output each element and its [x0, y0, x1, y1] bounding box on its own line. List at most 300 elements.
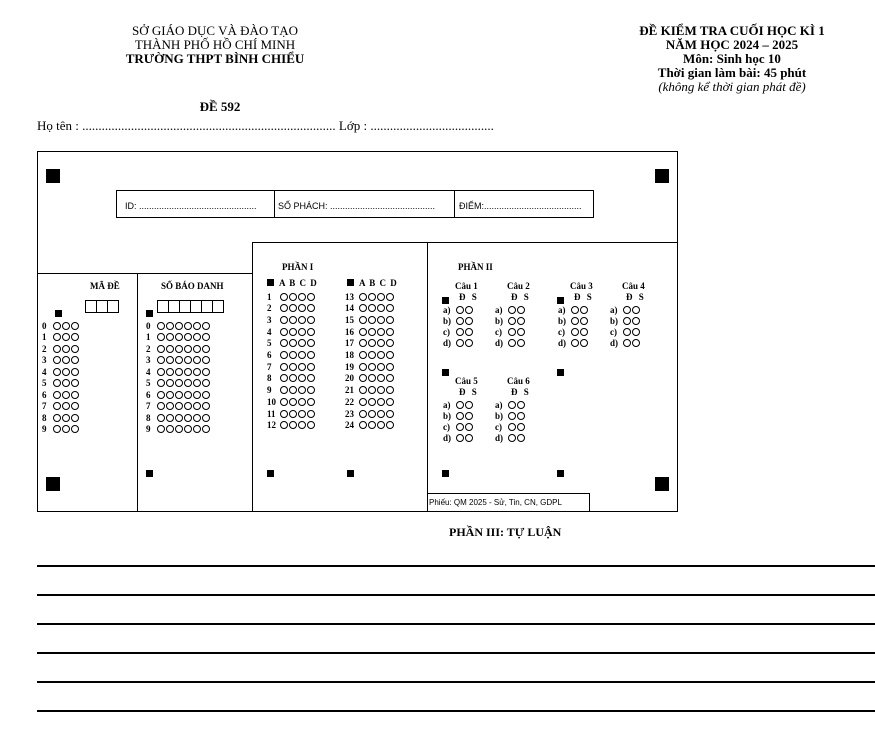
bubble[interactable] [368, 363, 376, 371]
bubble[interactable] [368, 410, 376, 418]
bubble[interactable] [456, 423, 464, 431]
bubble[interactable] [184, 356, 192, 364]
ma-de-row [42, 320, 80, 331]
bubble[interactable] [632, 317, 640, 325]
bubble[interactable] [632, 306, 640, 314]
bubble[interactable] [71, 322, 79, 330]
bubble[interactable] [368, 386, 376, 394]
bubble[interactable] [289, 363, 297, 371]
bubble[interactable] [184, 402, 192, 410]
bubble[interactable] [517, 423, 525, 431]
bubble[interactable] [359, 421, 367, 429]
bubble[interactable] [456, 412, 464, 420]
bubble[interactable] [359, 293, 367, 301]
bubble[interactable] [71, 345, 79, 353]
phan2-row [443, 433, 474, 444]
bubble[interactable] [289, 293, 297, 301]
bubble[interactable] [571, 339, 579, 347]
bubble[interactable] [53, 333, 61, 341]
bubble[interactable] [166, 345, 174, 353]
bubble[interactable] [62, 391, 70, 399]
bubble[interactable] [289, 339, 297, 347]
bubble[interactable] [465, 339, 473, 347]
row-label: b) [495, 410, 504, 421]
bubble[interactable] [193, 379, 201, 387]
bubble[interactable] [193, 402, 201, 410]
ma-de-row [42, 332, 80, 343]
bubble[interactable] [508, 412, 516, 420]
bubble[interactable] [517, 306, 525, 314]
bubble[interactable] [193, 356, 201, 364]
bubble[interactable] [307, 316, 315, 324]
bubble[interactable] [184, 379, 192, 387]
bubble[interactable] [377, 351, 385, 359]
bubble[interactable] [184, 391, 192, 399]
bubble[interactable] [632, 328, 640, 336]
bubble[interactable] [53, 425, 61, 433]
bubble[interactable] [202, 425, 210, 433]
bubble[interactable] [289, 398, 297, 406]
cau-title: Câu 5 [455, 376, 478, 386]
bubble[interactable] [175, 425, 183, 433]
bubble[interactable] [298, 410, 306, 418]
bubble[interactable] [368, 421, 376, 429]
bubble[interactable] [377, 374, 385, 382]
dept-name: SỞ GIÁO DỤC VÀ ĐÀO TẠO [132, 23, 298, 38]
bubble[interactable] [71, 333, 79, 341]
row-label: d) [443, 433, 452, 444]
bubble[interactable] [175, 402, 183, 410]
bubble[interactable] [53, 414, 61, 422]
ma-de-row [42, 401, 80, 412]
row-label: 1 [42, 332, 47, 342]
bubble[interactable] [517, 412, 525, 420]
bubble[interactable] [175, 379, 183, 387]
bubble[interactable] [193, 425, 201, 433]
bubble[interactable] [53, 345, 61, 353]
bubble[interactable] [386, 374, 394, 382]
bubble[interactable] [157, 402, 165, 410]
bubble[interactable] [280, 304, 288, 312]
bubble[interactable] [517, 339, 525, 347]
row-label: a) [610, 304, 618, 315]
bubble[interactable] [157, 368, 165, 376]
name-field[interactable]: Họ tên : .............................................................................. [37, 118, 336, 133]
bubble[interactable] [377, 304, 385, 312]
bubble[interactable] [184, 345, 192, 353]
bubble[interactable] [465, 423, 473, 431]
bubble[interactable] [166, 425, 174, 433]
bubble[interactable] [386, 421, 394, 429]
bubble[interactable] [71, 356, 79, 364]
bubble[interactable] [289, 374, 297, 382]
bubble[interactable] [166, 391, 174, 399]
row-label: d) [610, 338, 619, 349]
bubble[interactable] [359, 339, 367, 347]
bubble[interactable] [368, 339, 376, 347]
bubble[interactable] [289, 351, 297, 359]
bubble[interactable] [307, 293, 315, 301]
bubble[interactable] [62, 414, 70, 422]
bubble[interactable] [280, 316, 288, 324]
writing-line[interactable] [37, 594, 875, 596]
bubble[interactable] [386, 351, 394, 359]
row-label: a) [495, 304, 503, 315]
id-field[interactable]: ID: ............................................... [125, 201, 257, 211]
bubble[interactable] [386, 339, 394, 347]
bubble[interactable] [377, 363, 385, 371]
bubble[interactable] [184, 414, 192, 422]
bubble[interactable] [377, 328, 385, 336]
bubble[interactable] [517, 317, 525, 325]
bubble[interactable] [193, 333, 201, 341]
bubble[interactable] [193, 391, 201, 399]
row-label: 1 [146, 332, 151, 342]
bubble[interactable] [202, 333, 210, 341]
bubble[interactable] [175, 356, 183, 364]
bubble[interactable] [571, 317, 579, 325]
bubble[interactable] [71, 402, 79, 410]
bubble[interactable] [157, 333, 165, 341]
bubble[interactable] [157, 356, 165, 364]
bubble[interactable] [386, 398, 394, 406]
bubble[interactable] [193, 345, 201, 353]
bubble[interactable] [298, 363, 306, 371]
row-label: 5 [267, 338, 272, 349]
bubble[interactable] [298, 351, 306, 359]
phan1-row [345, 396, 395, 407]
bubble[interactable] [157, 322, 165, 330]
bubble[interactable] [298, 398, 306, 406]
bubble[interactable] [280, 398, 288, 406]
row-label: c) [610, 327, 617, 338]
writing-line[interactable] [37, 623, 875, 625]
bubble[interactable] [465, 434, 473, 442]
bubble[interactable] [202, 391, 210, 399]
bubble[interactable] [62, 356, 70, 364]
bubble[interactable] [298, 386, 306, 394]
bubble[interactable] [465, 328, 473, 336]
row-label: 0 [146, 320, 151, 331]
bubble[interactable] [298, 374, 306, 382]
bubble[interactable] [508, 339, 516, 347]
bubble[interactable] [368, 374, 376, 382]
row-label: b) [495, 315, 504, 326]
bubble[interactable] [298, 304, 306, 312]
bubble[interactable] [465, 401, 473, 409]
bubble[interactable] [62, 345, 70, 353]
bubble[interactable] [456, 401, 464, 409]
bubble[interactable] [456, 434, 464, 442]
corner-mark [655, 169, 669, 183]
bubble[interactable] [62, 368, 70, 376]
bubble[interactable] [53, 402, 61, 410]
bubble[interactable] [508, 434, 516, 442]
bubble[interactable] [580, 306, 588, 314]
bubble[interactable] [202, 402, 210, 410]
bubble[interactable] [298, 293, 306, 301]
bubble[interactable] [202, 322, 210, 330]
bubble[interactable] [307, 328, 315, 336]
bubble[interactable] [307, 398, 315, 406]
bubble[interactable] [307, 386, 315, 394]
bubble[interactable] [377, 386, 385, 394]
bubble[interactable] [157, 425, 165, 433]
bubble[interactable] [377, 398, 385, 406]
bubble[interactable] [280, 339, 288, 347]
row-label: 21 [345, 385, 354, 396]
sbd-boxes [157, 300, 223, 313]
bubble[interactable] [184, 322, 192, 330]
bubble[interactable] [386, 410, 394, 418]
row-label: a) [443, 399, 451, 410]
row-label: a) [443, 304, 451, 315]
bubble[interactable] [386, 386, 394, 394]
phan2-row [558, 304, 589, 315]
row-label: 3 [146, 355, 151, 365]
phan2-row [558, 315, 589, 326]
ds-header: Đ S [459, 292, 477, 302]
bubble[interactable] [53, 391, 61, 399]
phan1-row [267, 350, 316, 361]
bubble[interactable] [386, 363, 394, 371]
bubble[interactable] [456, 317, 464, 325]
bubble[interactable] [53, 368, 61, 376]
phan1-row [267, 303, 316, 314]
bubble[interactable] [571, 306, 579, 314]
bubble[interactable] [377, 339, 385, 347]
bubble[interactable] [377, 316, 385, 324]
phan1-row [267, 291, 316, 302]
bubble[interactable] [368, 316, 376, 324]
row-label: 2 [267, 303, 272, 314]
bubble[interactable] [368, 328, 376, 336]
phan2-row [443, 338, 474, 349]
ma-de-row [42, 389, 80, 400]
bubble[interactable] [157, 391, 165, 399]
phan2-row [495, 410, 526, 421]
bubble[interactable] [368, 351, 376, 359]
bubble[interactable] [62, 333, 70, 341]
bubble[interactable] [53, 356, 61, 364]
bubble[interactable] [166, 356, 174, 364]
bubble[interactable] [280, 363, 288, 371]
bubble[interactable] [157, 414, 165, 422]
diem-field[interactable]: ĐIỂM:....................................... [459, 201, 582, 211]
bubble[interactable] [517, 328, 525, 336]
bubble[interactable] [62, 402, 70, 410]
bubble[interactable] [359, 398, 367, 406]
corner-mark [46, 169, 60, 183]
bubble[interactable] [71, 368, 79, 376]
bubble[interactable] [623, 328, 631, 336]
bubble[interactable] [175, 391, 183, 399]
bubble[interactable] [359, 316, 367, 324]
bubble[interactable] [508, 423, 516, 431]
sbd-row [146, 378, 211, 389]
bubble[interactable] [71, 425, 79, 433]
bubble[interactable] [289, 304, 297, 312]
bubble[interactable] [307, 374, 315, 382]
bubble[interactable] [289, 410, 297, 418]
bubble[interactable] [359, 410, 367, 418]
bubble[interactable] [298, 328, 306, 336]
bubble[interactable] [368, 398, 376, 406]
bubble[interactable] [202, 345, 210, 353]
bubble[interactable] [368, 304, 376, 312]
bubble[interactable] [307, 421, 315, 429]
bubble[interactable] [580, 317, 588, 325]
bubble[interactable] [166, 402, 174, 410]
bubble[interactable] [202, 368, 210, 376]
bubble[interactable] [175, 322, 183, 330]
bubble[interactable] [623, 317, 631, 325]
bubble[interactable] [280, 351, 288, 359]
bubble[interactable] [377, 410, 385, 418]
bubble[interactable] [571, 328, 579, 336]
bubble[interactable] [307, 410, 315, 418]
row-label: 5 [42, 378, 47, 388]
bubble[interactable] [359, 304, 367, 312]
row-label: a) [495, 399, 503, 410]
bubble[interactable] [517, 434, 525, 442]
writing-line[interactable] [37, 565, 875, 567]
row-label: 7 [146, 401, 151, 411]
bubble[interactable] [307, 304, 315, 312]
writing-line[interactable] [37, 652, 875, 654]
abcd-header-left: A B C D [279, 278, 318, 288]
header-right [612, 24, 852, 94]
bubble[interactable] [359, 363, 367, 371]
writing-line[interactable] [37, 710, 875, 712]
bubble[interactable] [508, 317, 516, 325]
bubble[interactable] [62, 322, 70, 330]
cau-title: Câu 3 [570, 281, 593, 291]
bubble[interactable] [184, 425, 192, 433]
bubble[interactable] [157, 379, 165, 387]
bubble[interactable] [280, 293, 288, 301]
bubble[interactable] [465, 412, 473, 420]
bubble[interactable] [465, 317, 473, 325]
phan1-row [345, 338, 395, 349]
bubble[interactable] [202, 414, 210, 422]
bubble[interactable] [53, 379, 61, 387]
class-field[interactable]: Lớp : ...................................... [338, 118, 494, 133]
bubble[interactable] [280, 421, 288, 429]
bubble[interactable] [508, 306, 516, 314]
bubble[interactable] [359, 351, 367, 359]
bubble[interactable] [359, 386, 367, 394]
bubble[interactable] [465, 306, 473, 314]
phan1-row [267, 408, 316, 419]
row-label: 8 [267, 373, 272, 384]
bubble[interactable] [71, 391, 79, 399]
bubble[interactable] [166, 368, 174, 376]
bubble[interactable] [298, 421, 306, 429]
bubble[interactable] [377, 293, 385, 301]
bubble[interactable] [62, 379, 70, 387]
row-label: 16 [345, 326, 354, 337]
bubble[interactable] [166, 414, 174, 422]
bubble[interactable] [280, 410, 288, 418]
bubble[interactable] [508, 401, 516, 409]
bubble[interactable] [307, 339, 315, 347]
bubble[interactable] [517, 401, 525, 409]
bubble[interactable] [623, 306, 631, 314]
bubble[interactable] [632, 339, 640, 347]
bubble[interactable] [280, 386, 288, 394]
bubble[interactable] [307, 351, 315, 359]
bubble[interactable] [377, 421, 385, 429]
bubble[interactable] [202, 379, 210, 387]
bubble[interactable] [184, 333, 192, 341]
bubble[interactable] [62, 425, 70, 433]
bubble[interactable] [184, 368, 192, 376]
bubble[interactable] [580, 339, 588, 347]
bubble[interactable] [166, 379, 174, 387]
bubble[interactable] [456, 339, 464, 347]
bubble[interactable] [193, 368, 201, 376]
bubble[interactable] [175, 368, 183, 376]
bubble[interactable] [289, 328, 297, 336]
sheet-footer: Phiếu: QM 2025 - Sử, Tin, CN, GDPL [427, 493, 590, 511]
bubble[interactable] [53, 322, 61, 330]
bubble[interactable] [289, 316, 297, 324]
bubble[interactable] [386, 328, 394, 336]
phan2-row [495, 422, 526, 433]
bubble[interactable] [202, 356, 210, 364]
bubble[interactable] [298, 316, 306, 324]
phan1-row [345, 303, 395, 314]
bubble[interactable] [623, 339, 631, 347]
bubble[interactable] [175, 333, 183, 341]
bubble[interactable] [508, 328, 516, 336]
bubble[interactable] [280, 328, 288, 336]
bubble[interactable] [580, 328, 588, 336]
row-label: 6 [42, 389, 47, 400]
bubble[interactable] [289, 386, 297, 394]
bubble[interactable] [166, 322, 174, 330]
bubble[interactable] [307, 363, 315, 371]
city-name: THÀNH PHỐ HỒ CHÍ MINH [134, 37, 296, 52]
writing-line[interactable] [37, 681, 875, 683]
row-label: 12 [267, 420, 276, 431]
bubble[interactable] [157, 345, 165, 353]
cau-title: Câu 2 [507, 281, 530, 291]
ds-header: Đ S [626, 292, 644, 302]
bubble[interactable] [71, 379, 79, 387]
bubble[interactable] [166, 333, 174, 341]
sophach-field[interactable]: SỐ PHÁCH: .......................................... [278, 201, 436, 211]
bubble[interactable] [386, 293, 394, 301]
bubble[interactable] [359, 374, 367, 382]
bubble[interactable] [71, 414, 79, 422]
row-label: 7 [42, 401, 47, 411]
bubble[interactable] [456, 306, 464, 314]
bubble[interactable] [298, 339, 306, 347]
bubble[interactable] [193, 414, 201, 422]
bubble[interactable] [359, 328, 367, 336]
bubble[interactable] [289, 421, 297, 429]
bubble[interactable] [386, 316, 394, 324]
bubble[interactable] [175, 345, 183, 353]
bubble[interactable] [175, 414, 183, 422]
bubble[interactable] [456, 328, 464, 336]
bubble[interactable] [280, 374, 288, 382]
bubble[interactable] [193, 322, 201, 330]
bubble[interactable] [386, 304, 394, 312]
bubble[interactable] [368, 293, 376, 301]
